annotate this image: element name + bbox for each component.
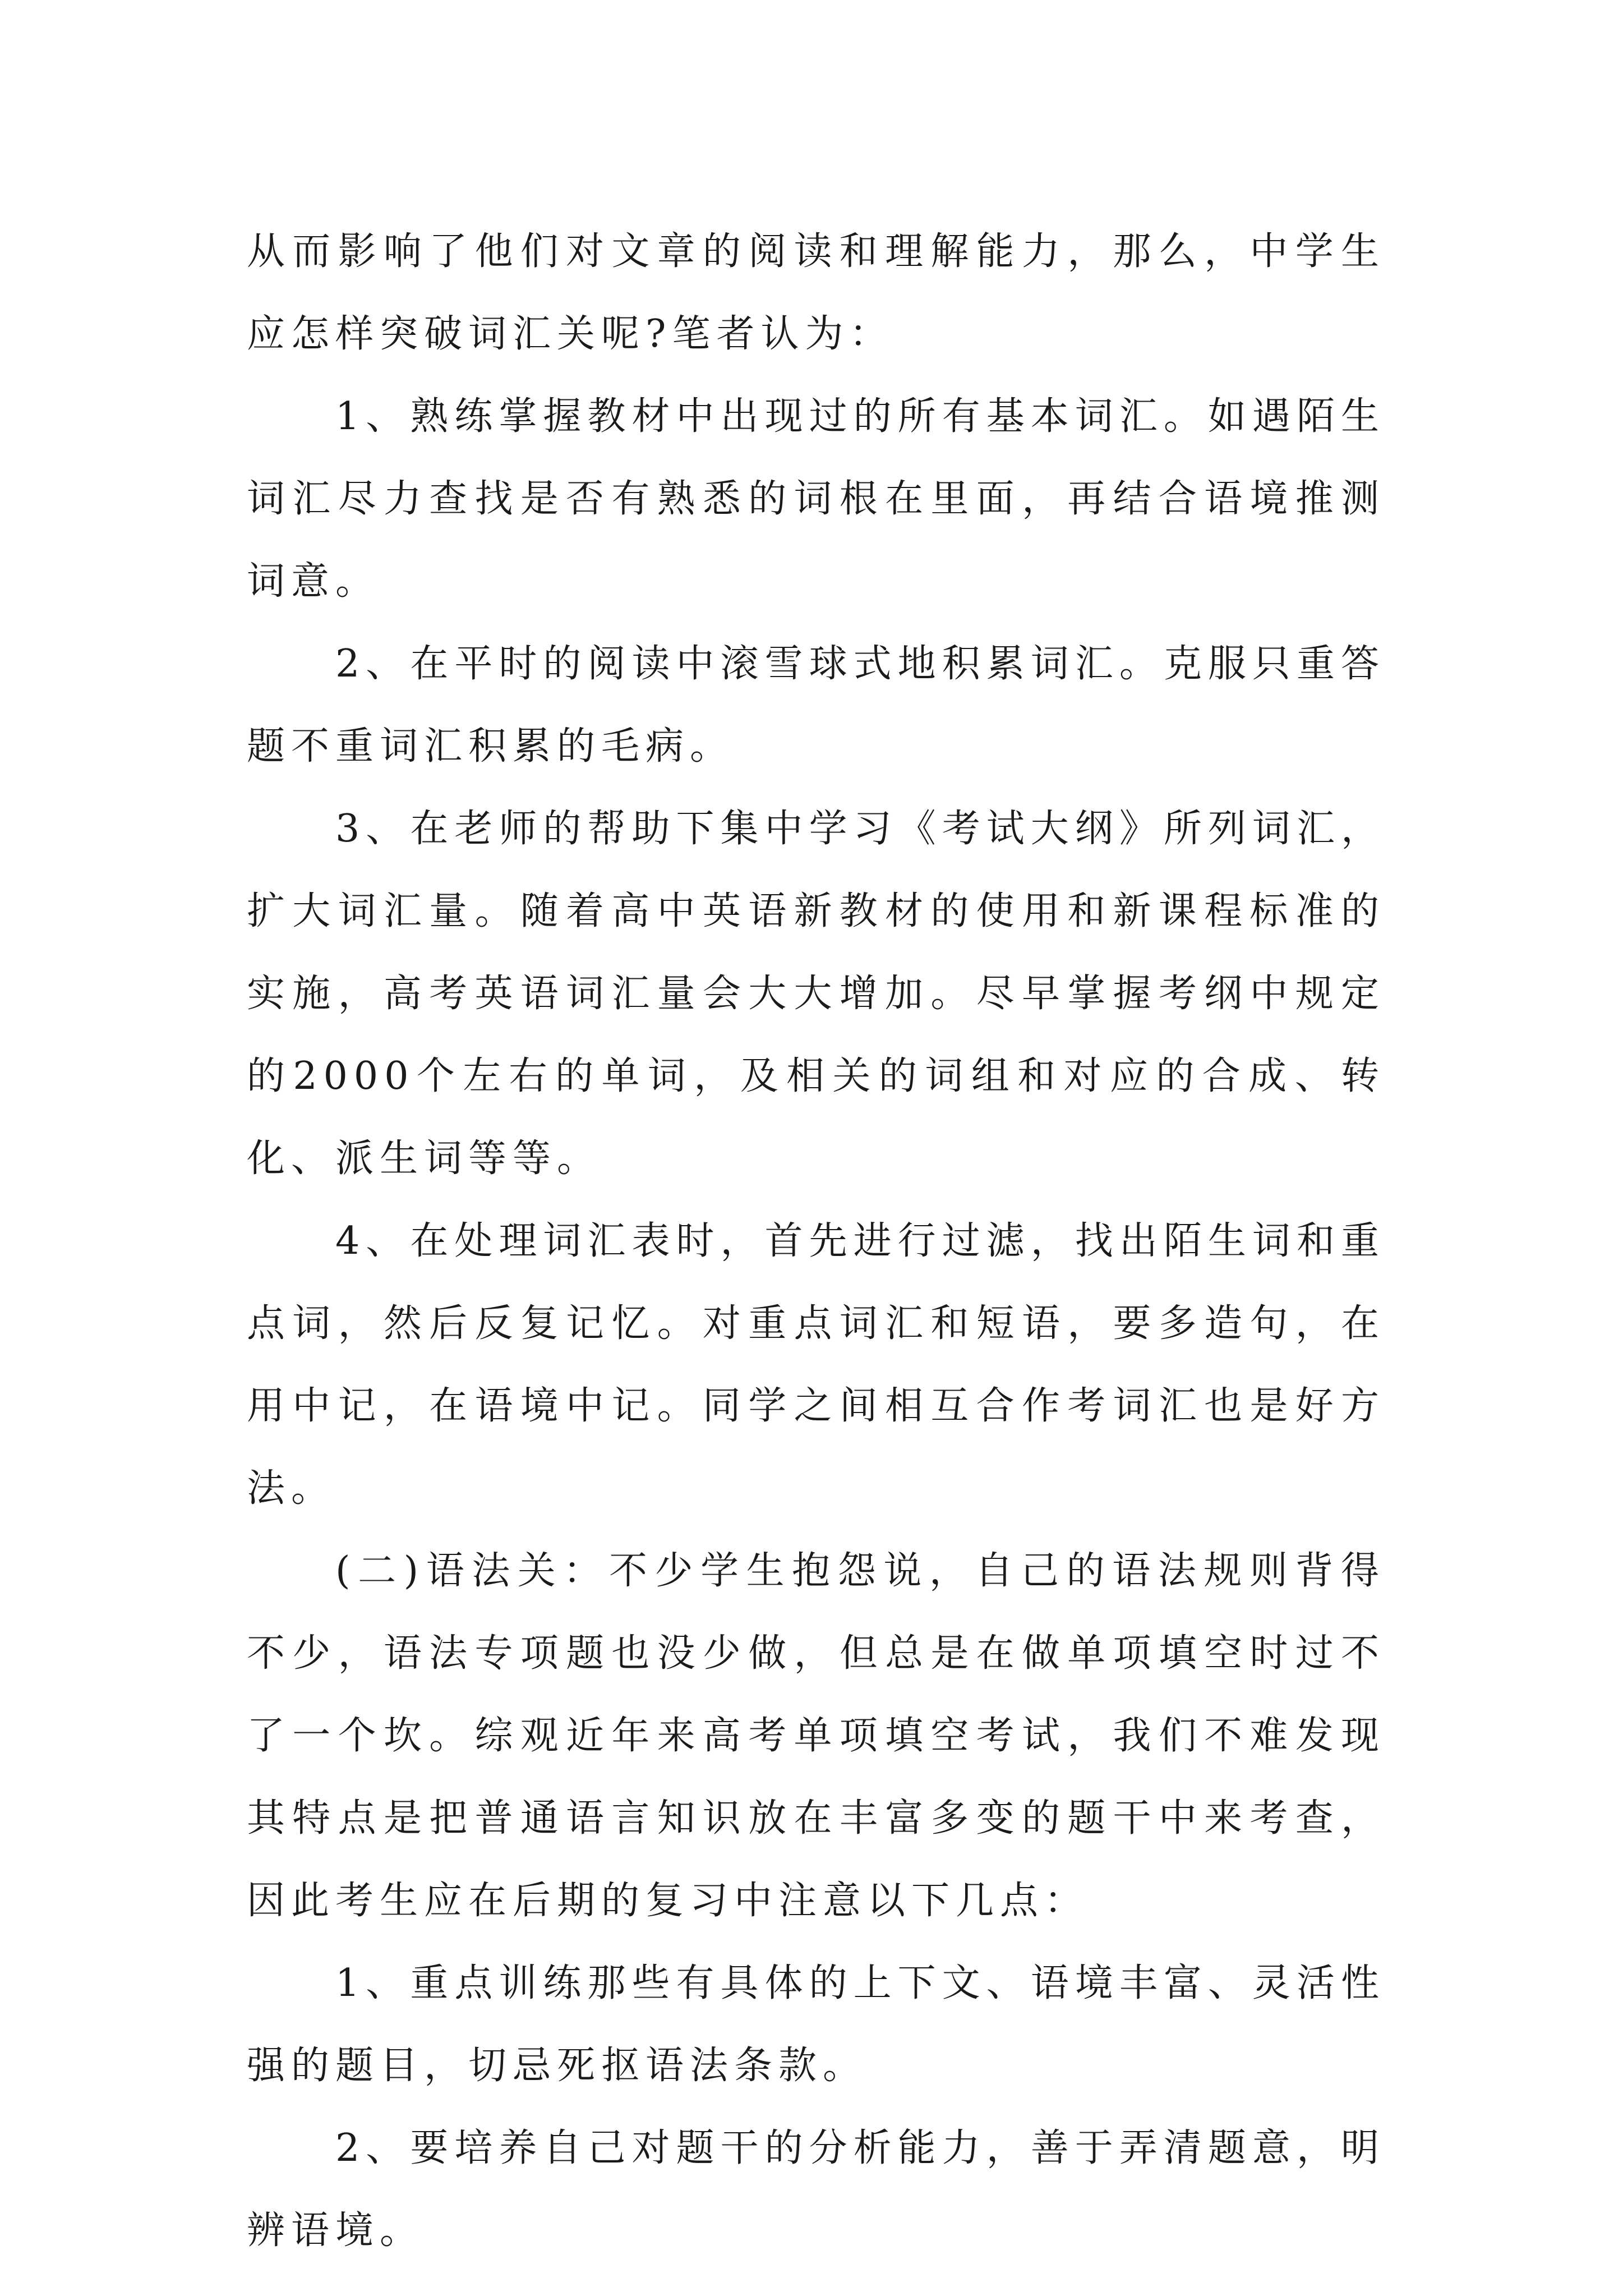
- paragraph-vocab-4: 4、在处理词汇表时，首先进行过滤，找出陌生词和重点词，然后反复记忆。对重点词汇和短语，要多造句，在用中记，在语境中记。同学之间相互合作考词汇也是好方法。: [247, 1219, 1385, 1511]
- document-body: [247, 210, 1385, 2272]
- paragraph-vocab-3: 3、在老师的帮助下集中学习《考试大纲》所列词汇，扩大词汇量。随着高中英语新教材的使用和新课程标准的实施，高考英语词汇量会大大增加。尽早掌握考纲中规定的2000个左右的单词，及相关的词组和对应的合成、转化、派生词等等。: [247, 807, 1385, 1181]
- paragraph-grammar-heading: (二)语法关：不少学生抱怨说，自己的语法规则背得不少，语法专项题也没少做，但总是在做单项填空时过不了一个坎。综观近年来高考单项填空考试，我们不难发现其特点是把普通语言知识放在丰富多变的题干中来考查，因此考生应在后期的复习中注意以下几点：: [247, 1549, 1385, 1923]
- paragraph-grammar-1: 1、重点训练那些有具体的上下文、语境丰富、灵活性强的题目，切忌死抠语法条款。: [247, 1961, 1385, 2088]
- paragraph-grammar-2: 2、要培养自己对题干的分析能力，善于弄清题意，明辨语境。: [247, 2126, 1385, 2253]
- paragraph-vocab-2: 2、在平时的阅读中滚雪球式地积累词汇。克服只重答题不重词汇积累的毛病。: [247, 642, 1385, 769]
- paragraph-vocab-1: 1、熟练掌握教材中出现过的所有基本词汇。如遇陌生词汇尽力查找是否有熟悉的词根在里面，再结合语境推测词意。: [247, 394, 1385, 604]
- paragraph-intro: 从而影响了他们对文章的阅读和理解能力，那么，中学生应怎样突破词汇关呢?笔者认为：: [247, 229, 1385, 356]
